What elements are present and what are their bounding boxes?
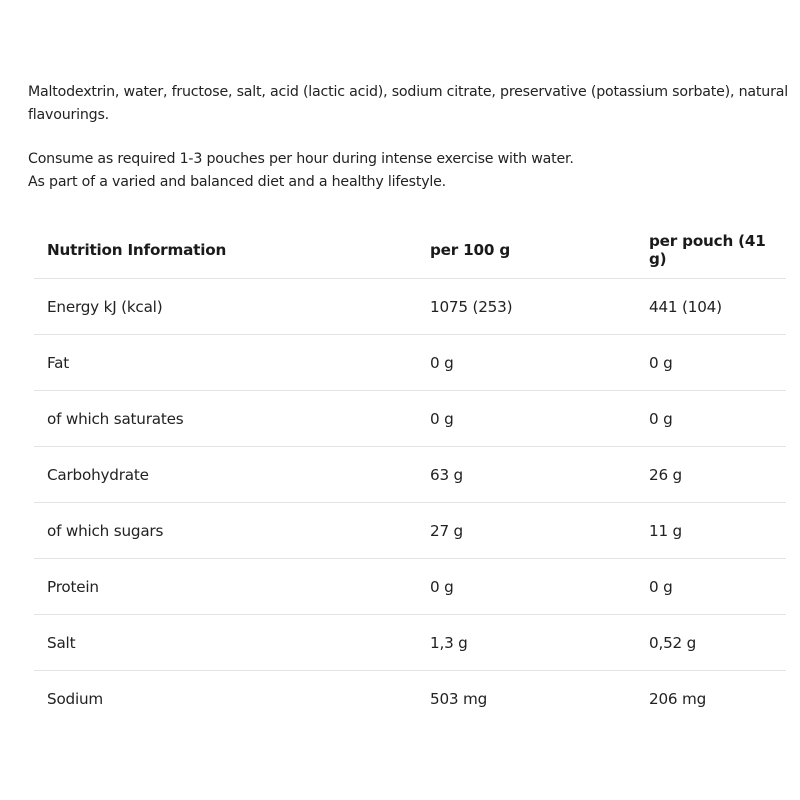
value-per-100g: 0 g <box>417 391 636 447</box>
nutrition-table <box>34 222 786 726</box>
value-per-pouch: 206 mg <box>649 689 707 708</box>
ingredients-text: Maltodextrin, water, fructose, salt, acid (lactic acid), sodium citrate, preservative (potassium sorbate), natural flavourings. <box>28 84 788 123</box>
table-row <box>34 279 786 335</box>
header-per-pouch: per pouch (41 g) <box>636 222 786 279</box>
value-per-pouch: 0,52 g <box>636 615 786 671</box>
table-row <box>34 559 786 615</box>
value-per-pouch: 0 g <box>636 559 786 615</box>
value-per-100g: 1,3 g <box>417 615 636 671</box>
table-row <box>34 335 786 391</box>
table-row <box>34 615 786 671</box>
nutrient-name: Fat <box>34 335 417 391</box>
nutrient-name: of which saturates <box>34 391 417 447</box>
nutrient-name: Energy kJ (kcal) <box>34 279 417 335</box>
value-per-pouch: 441 (104) <box>636 279 786 335</box>
nutrient-name: Protein <box>34 559 417 615</box>
value-per-pouch: 0 g <box>636 391 786 447</box>
usage-line-1: Consume as required 1-3 pouches per hour during intense exercise with water. <box>28 151 574 167</box>
table-row <box>34 447 786 503</box>
nutrient-name: Carbohydrate <box>34 447 417 503</box>
table-row <box>34 671 786 727</box>
value-per-100g: 1075 (253) <box>417 279 636 335</box>
nutrition-table-header-row <box>34 222 786 279</box>
nutrient-name: Salt <box>34 615 417 671</box>
value-per-pouch: 26 g <box>636 447 786 503</box>
nutrient-name: of which sugars <box>34 503 417 559</box>
value-per-100g: 63 g <box>417 447 636 503</box>
value-per-100g: 503 mg <box>430 689 488 708</box>
header-per-100g: per 100 g <box>417 222 636 279</box>
value-per-100g: 0 g <box>417 335 636 391</box>
value-per-100g: 27 g <box>417 503 636 559</box>
usage-text <box>28 148 788 194</box>
value-per-pouch: 11 g <box>636 503 786 559</box>
header-nutrition-information: Nutrition Information <box>34 222 417 279</box>
nutrient-name: Sodium <box>47 689 104 708</box>
usage-line-2: As part of a varied and balanced diet and a healthy lifestyle. <box>28 174 446 190</box>
table-row <box>34 503 786 559</box>
table-row <box>34 391 786 447</box>
value-per-100g: 0 g <box>417 559 636 615</box>
value-per-pouch: 0 g <box>636 335 786 391</box>
